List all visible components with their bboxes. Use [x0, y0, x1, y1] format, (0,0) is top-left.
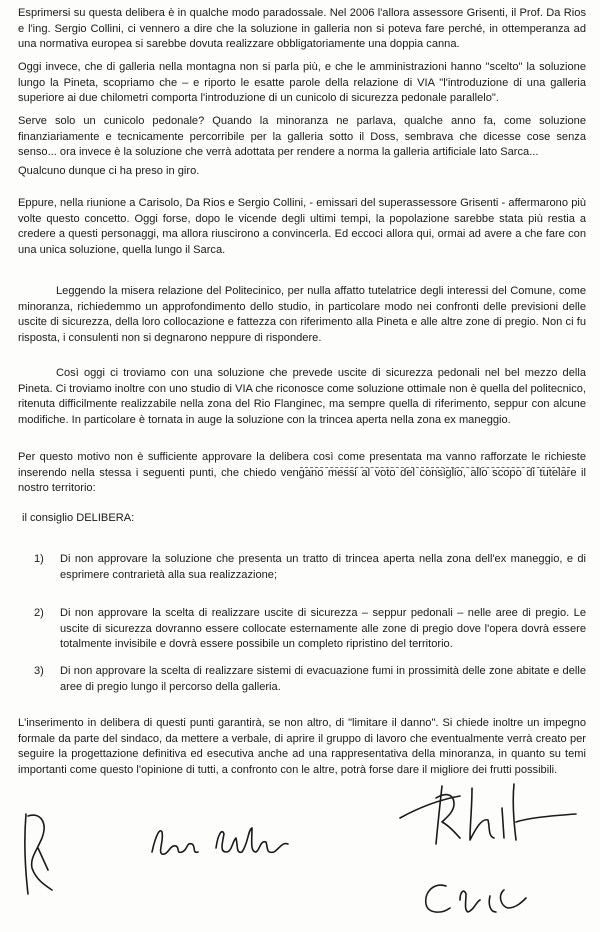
item-text: Di non approvare la scelta di realizzare sistemi di evacuazione fumi in prossimità delle zone abitate e delle aree di pregio lungo il percorso della galleria.	[60, 665, 586, 693]
item-number: 3)	[34, 665, 44, 677]
paragraph-4: Qualcuno dunque ci ha preso in giro.	[18, 165, 200, 177]
signature-2	[148, 822, 298, 862]
closing-paragraph: L'inserimento in delibera di questi punti garantirà, se non altro, di "limitare il danno". Si chiede inoltre un impegno formale da parte del sindaco, da mettere a verbale, di aprire il gruppo di lavoro che eventualmente verrà creato per seguire la progettazione definitiva ed esecutiva anche ad una rappresentativa della minoranza, in quanto su temi importanti come questo l'opinione di tutti, a confronto con le altre, potrà forse dare il migliore dei frutti possibili.	[18, 717, 586, 776]
paragraph-2: Oggi invece, che di galleria nella montagna non si parla più, e che le amministrazioni hanno "scelto" la soluzione lungo la Pineta, scopriamo che – e riporto le esatte parole della relazione di VIA "l'introduzione di una galleria superiore ai due chilometri comporta l'introduzione di un cunicolo di sicurezza pedonale parallelo".	[18, 61, 586, 105]
signature-1	[18, 808, 58, 898]
paragraph-5: Eppure, nella riunione a Carisolo, Da Rios e Sergio Collini, - emissari del superassessore Grisenti - affermarono più volte questo concetto. Oggi forse, dopo le vicende degli ultimi tempi, la popolazione sarebbe stata più restia a credere a questi personaggi, ma allora riuscirono a convincerla. Ed eccoci allora qui, ormai ad avere a che fare con una unica soluzione, quella lungo il Sarca.	[18, 197, 586, 256]
list-item	[34, 664, 586, 695]
list-item	[34, 606, 586, 653]
list-item	[34, 552, 586, 583]
paragraph-3: Serve solo un cunicolo pedonale? Quando la minoranza ne parlava, qualche anno fa, come soluzione finanziariamente e tecnicamente percorribile per la galleria sotto il Doss, sembrava che dicesse cose senza senso... ora invece è la soluzione che verrà adottata per rendere a norma la galleria artificiale lato Sarca...	[18, 115, 586, 159]
item-number: 2)	[34, 607, 44, 619]
item-text: Di non approvare la scelta di realizzare uscite di sicurezza – seppur pedonali – nelle aree di pregio. Le uscite di sicurezza dovranno essere collocate esternamente alle zone di pregio dove l'opera dovrà essere totalmente invisibile e dovrà essere possibile un completo ripristino del territorio.	[60, 607, 586, 651]
item-text: Di non approvare la soluzione che presenta un tratto di trincea aperta nella zona dell'ex maneggio, e di esprimere contrarietà alla sua realizzazione;	[60, 553, 586, 581]
item-number: 1)	[34, 553, 44, 565]
signature-4	[416, 872, 536, 922]
paragraph-7: Così oggi ci troviamo con una soluzione che prevede uscite di sicurezza pedonali nel bel mezzo della Pineta. Ci troviamo inoltre con uno studio di VIA che riconosce come soluzione ottimale non è quella del politecnico, ritenuta difficilmente realizzabile nella zona del Rio Flanginec, ma sempre quella di riferimento, seppur con alcune modifiche. In particolare è tornata in auge la soluzione con la trincea aperta nella zona ex maneggio.	[18, 367, 586, 426]
signature-3	[398, 778, 588, 848]
paragraph-6: Leggendo la misera relazione del Politecinico, per nulla affatto tutelatrice degli interessi del Comune, come minoranza, richiedemmo un approfondimento dello studio, in particolare modo nei confronti delle previsioni delle uscite di sicurezza, della loro collocazione e fattezza con riferimento alla Pineta e alle altre zone di pregio. Non ci fu risposta, i consulenti non si degnarono neppure di rispondere.	[18, 285, 586, 344]
paragraph-8: Per questo motivo non è sufficiente approvare la delibera così come presentata ma vanno rafforzate le richieste inserendo nella stessa i seguenti punti, che chiedo vengano messi al voto del consiglio, allo scopo di tutelare il nostro territorio:	[18, 451, 586, 495]
paragraph-1: Esprimersi su questa delibera è in qualche modo paradossale. Nel 2006 l'allora assessore Grisenti, il Prof. Da Rios e l'ing. Sergio Collini, ci vennero a dire che la soluzione in galleria non si poteva fare perché, in ottemperanza ad una normativa europea si sarebbe dovuta realizzare obbligatoriamente una doppia canna.	[18, 7, 586, 51]
deliberation-heading: il consiglio DELIBERA:	[22, 512, 135, 524]
